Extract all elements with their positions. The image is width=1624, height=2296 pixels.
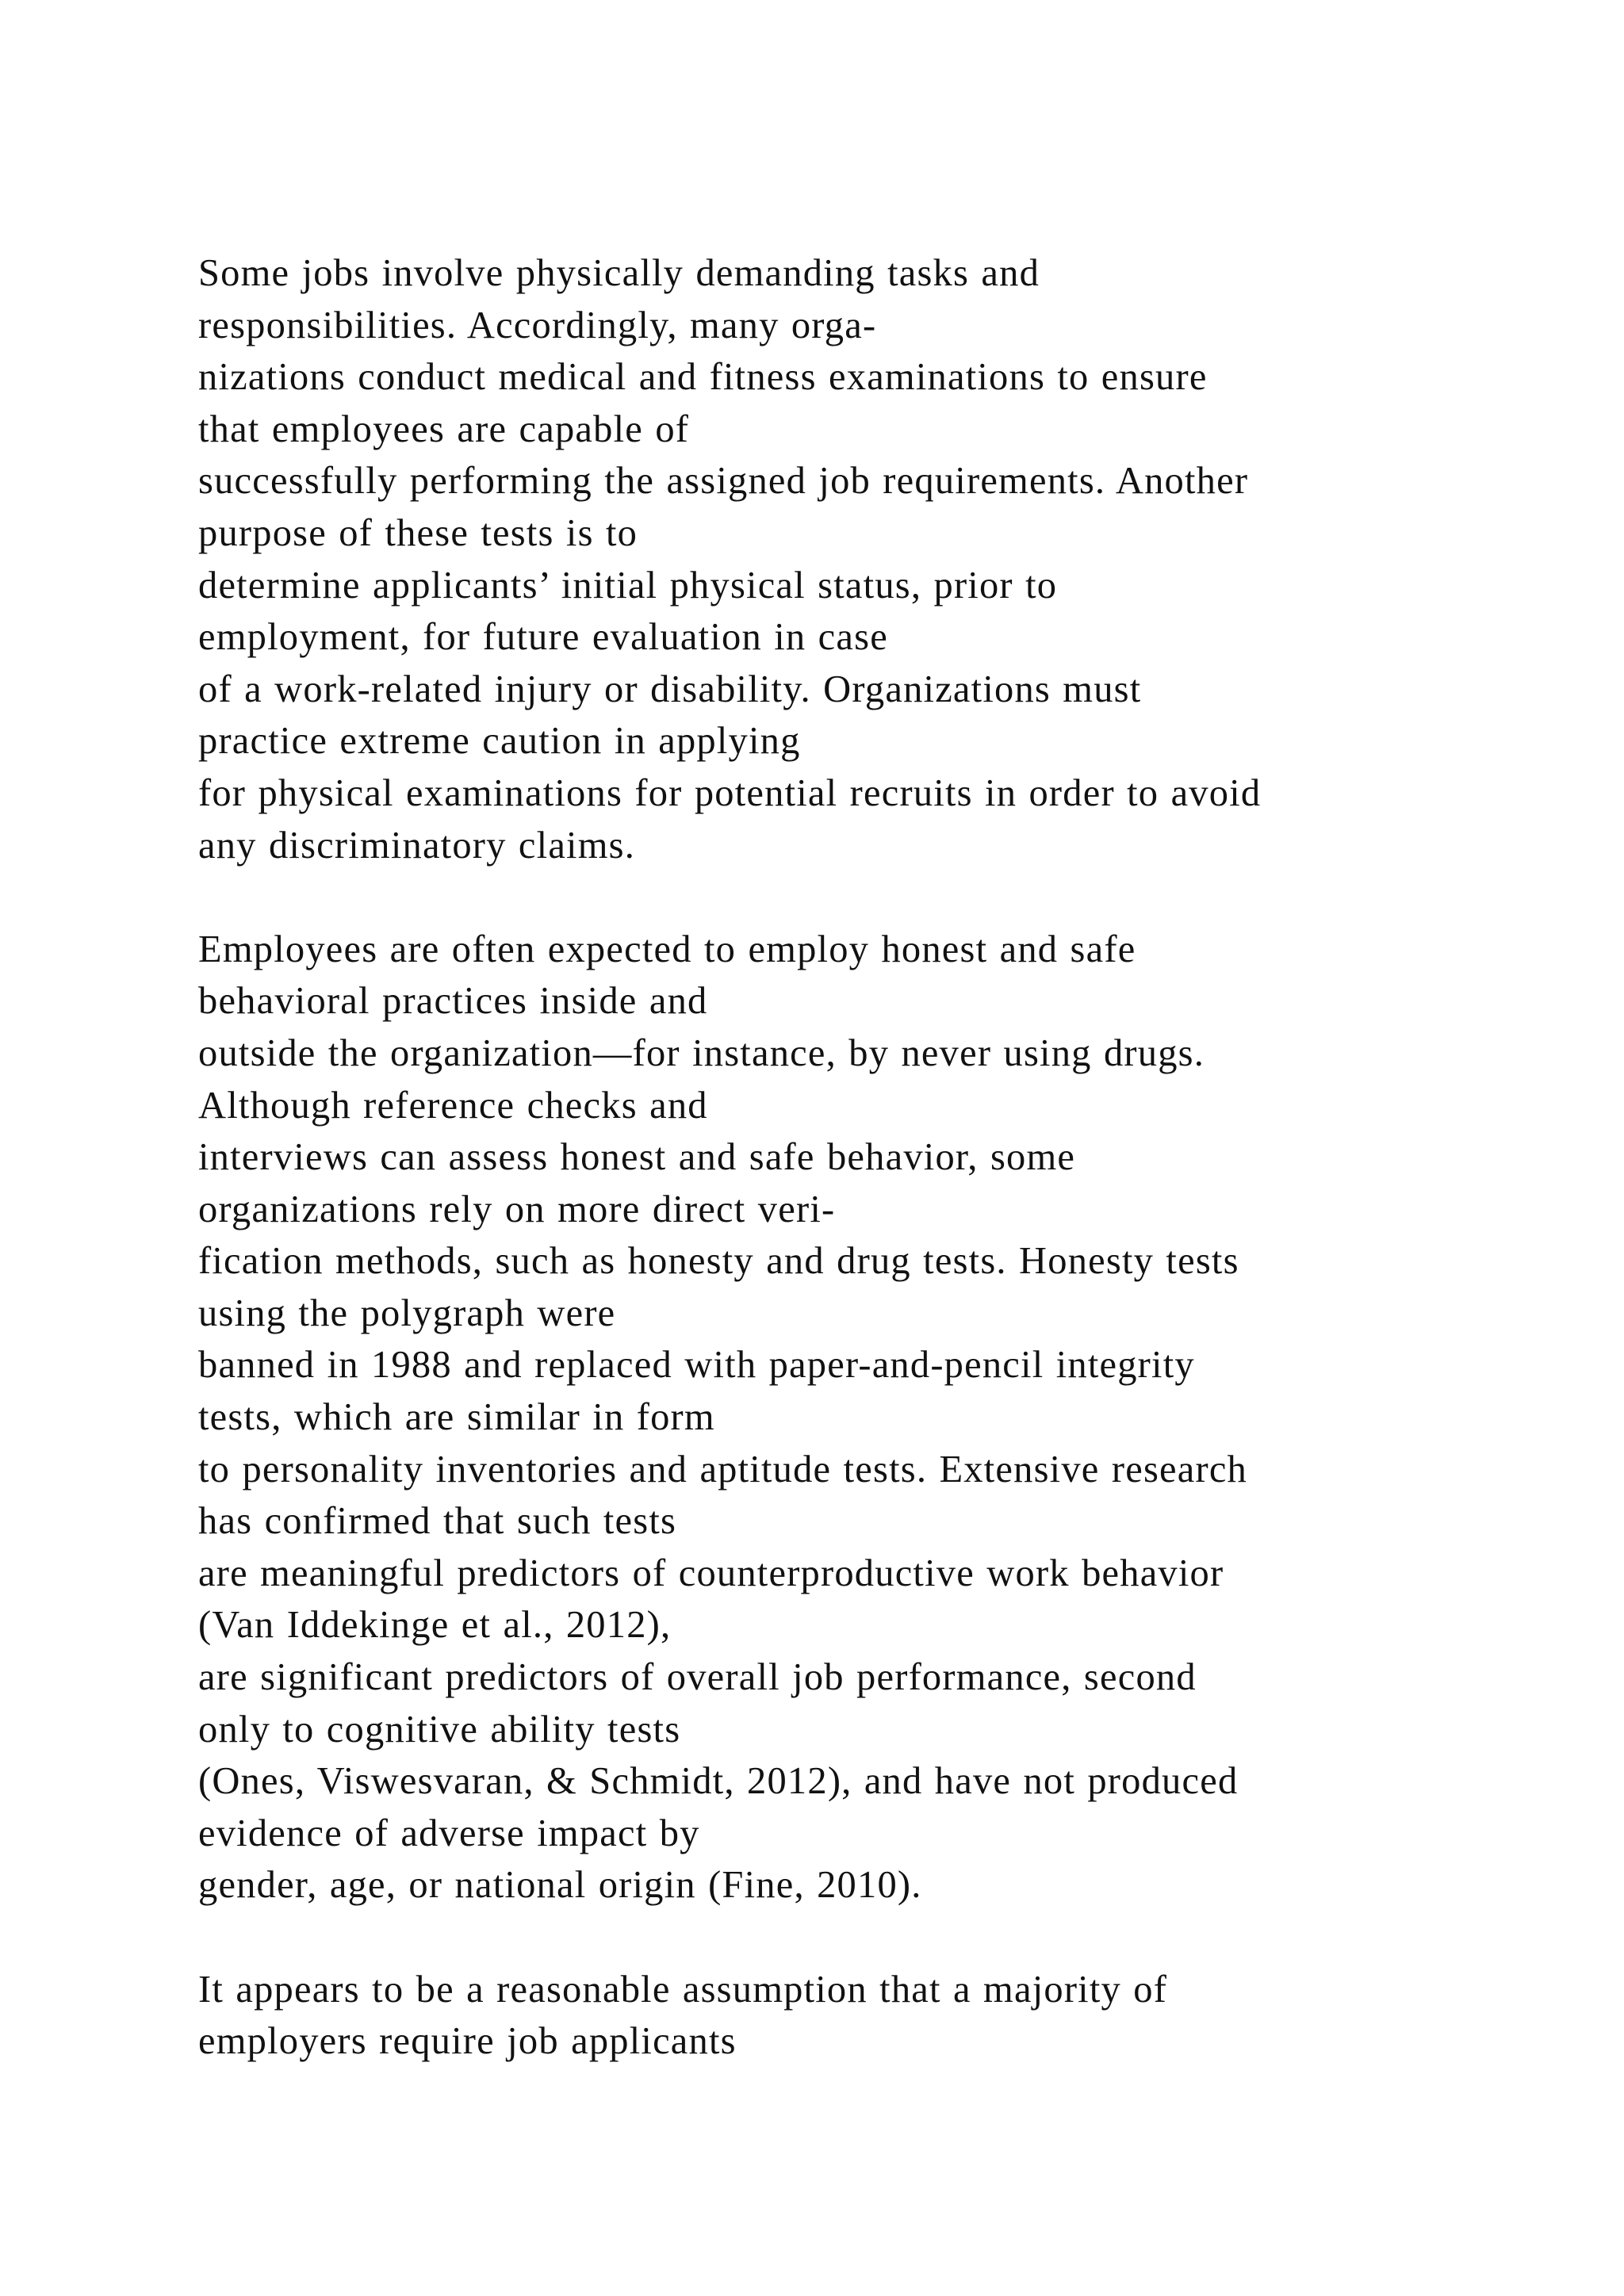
text-line: to personality inventories and aptitude tests. Extensive research	[198, 1448, 1247, 1490]
text-line: Some jobs involve physically demanding tasks and	[198, 252, 1040, 294]
text-line: banned in 1988 and replaced with paper-and-pencil integrity	[198, 1344, 1195, 1387]
text-line: outside the organization—for instance, by never using drugs.	[198, 1031, 1205, 1074]
text-line: Although reference checks and	[198, 1084, 708, 1127]
text-line: behavioral practices inside and	[198, 980, 708, 1023]
text-line: gender, age, or national origin (Fine, 2010).	[198, 1864, 922, 1907]
text-line: responsibilities. Accordingly, many orga-	[198, 304, 877, 346]
paragraph-spacer	[198, 1911, 1546, 1964]
text-line: fication methods, such as honesty and drug tests. Honesty tests	[198, 1240, 1239, 1283]
text-line: organizations rely on more direct veri-	[198, 1188, 836, 1230]
text-line: of a work-related injury or disability. Organizations must	[198, 668, 1142, 710]
document-body	[198, 247, 1546, 2068]
text-line: tests, which are similar in form	[198, 1396, 715, 1439]
text-line: nizations conduct medical and fitness examinations to ensure	[198, 356, 1208, 399]
text-line: any discriminatory claims.	[198, 824, 636, 867]
paragraph-1	[198, 247, 1546, 871]
text-line: employment, for future evaluation in case	[198, 616, 888, 659]
text-line: evidence of adverse impact by	[198, 1812, 700, 1854]
text-line: using the polygraph were	[198, 1292, 616, 1334]
text-line: only to cognitive ability tests	[198, 1708, 681, 1751]
text-line: interviews can assess honest and safe behavior, some	[198, 1136, 1076, 1179]
text-line: (Ones, Viswesvaran, & Schmidt, 2012), and have not produced	[198, 1760, 1239, 1803]
paragraph-spacer	[198, 871, 1546, 924]
paragraph-2	[198, 924, 1546, 1911]
text-line: (Van Iddekinge et al., 2012),	[198, 1604, 672, 1647]
text-line: are significant predictors of overall job performance, second	[198, 1656, 1197, 1699]
text-line: Employees are often expected to employ honest and safe	[198, 928, 1136, 970]
text-line: that employees are capable of	[198, 408, 690, 450]
text-line: purpose of these tests is to	[198, 511, 638, 554]
text-line: practice extreme caution in applying	[198, 720, 801, 763]
text-line: determine applicants’ initial physical status, prior to	[198, 564, 1058, 607]
text-line: has confirmed that such tests	[198, 1500, 677, 1543]
text-line: are meaningful predictors of counterproductive work behavior	[198, 1552, 1224, 1594]
text-line: It appears to be a reasonable assumption that a majority of	[198, 1968, 1168, 2011]
text-line: employers require job applicants	[198, 2020, 737, 2063]
paragraph-3	[198, 1964, 1546, 2068]
text-line: successfully performing the assigned job requirements. Another	[198, 460, 1249, 503]
text-line: for physical examinations for potential recruits in order to avoid	[198, 771, 1262, 814]
